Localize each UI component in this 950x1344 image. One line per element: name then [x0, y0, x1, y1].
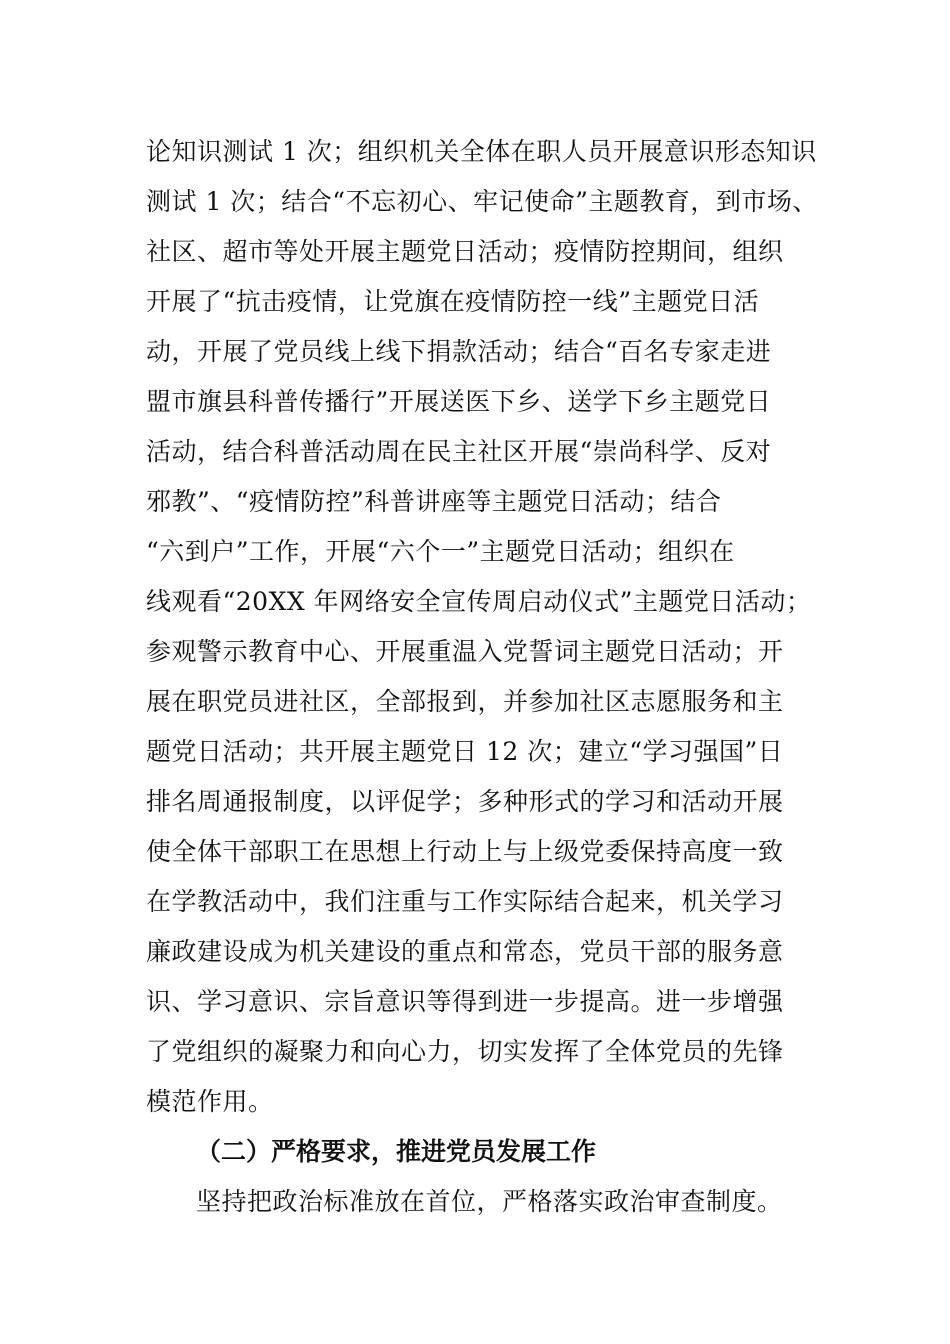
paragraph-line: 了党组织的凝聚力和向心力，切实发挥了全体党员的先锋 — [146, 1037, 784, 1066]
paragraph-line: 线观看“20XX 年网络安全宣传周启动仪式”主题党日活动； — [146, 587, 812, 616]
section-heading: （二）严格要求，推进党员发展工作 — [196, 1137, 597, 1166]
paragraph-line: 廉政建设成为机关建设的重点和常态，党员干部的服务意 — [146, 937, 784, 966]
paragraph-line: 论知识测试 1 次；组织机关全体在职人员开展意识形态知识 — [146, 137, 817, 166]
paragraph-line: 排名周通报制度，以评促学；多种形式的学习和活动开展 — [146, 787, 784, 816]
paragraph-line: 识、学习意识、宗旨意识等得到进一步提高。进一步增强 — [146, 987, 784, 1016]
paragraph-line: 盟市旗县科普传播行”开展送医下乡、送学下乡主题党日 — [146, 387, 772, 416]
paragraph-line: 坚持把政治标准放在首位，严格落实政治审查制度。 — [196, 1187, 783, 1216]
paragraph-line: 测试 1 次；结合“不忘初心、牢记使命”主题教育，到市场、 — [146, 187, 818, 216]
paragraph-line: 题党日活动；共开展主题党日 12 次；建立“学习强国”日 — [146, 737, 784, 766]
paragraph-line: 邪教”、“疫情防控”科普讲座等主题党日活动；结合 — [146, 487, 722, 516]
paragraph-line: 展在职党员进社区，全部报到，并参加社区志愿服务和主 — [146, 687, 784, 716]
paragraph-line: 在学教活动中，我们注重与工作实际结合起来，机关学习 — [146, 887, 784, 916]
paragraph-line: 活动，结合科普活动周在民主社区开展“崇尚科学、反对 — [146, 437, 772, 466]
paragraph-line: 使全体干部职工在思想上行动上与上级党委保持高度一致 — [146, 837, 784, 866]
paragraph-line: “六到户”工作，开展“六个一”主题党日活动；组织在 — [146, 537, 735, 566]
paragraph-line: 开展了“抗击疫情，让党旗在疫情防控一线”主题党日活 — [146, 287, 760, 316]
paragraph-line: 模范作用。 — [146, 1087, 274, 1116]
paragraph-line: 社区、超市等处开展主题党日活动；疫情防控期间，组织 — [146, 237, 784, 266]
paragraph-line: 动，开展了党员线上线下捐款活动；结合“百名专家走进 — [146, 337, 772, 366]
paragraph-line: 参观警示教育中心、开展重温入党誓词主题党日活动；开 — [146, 637, 784, 666]
